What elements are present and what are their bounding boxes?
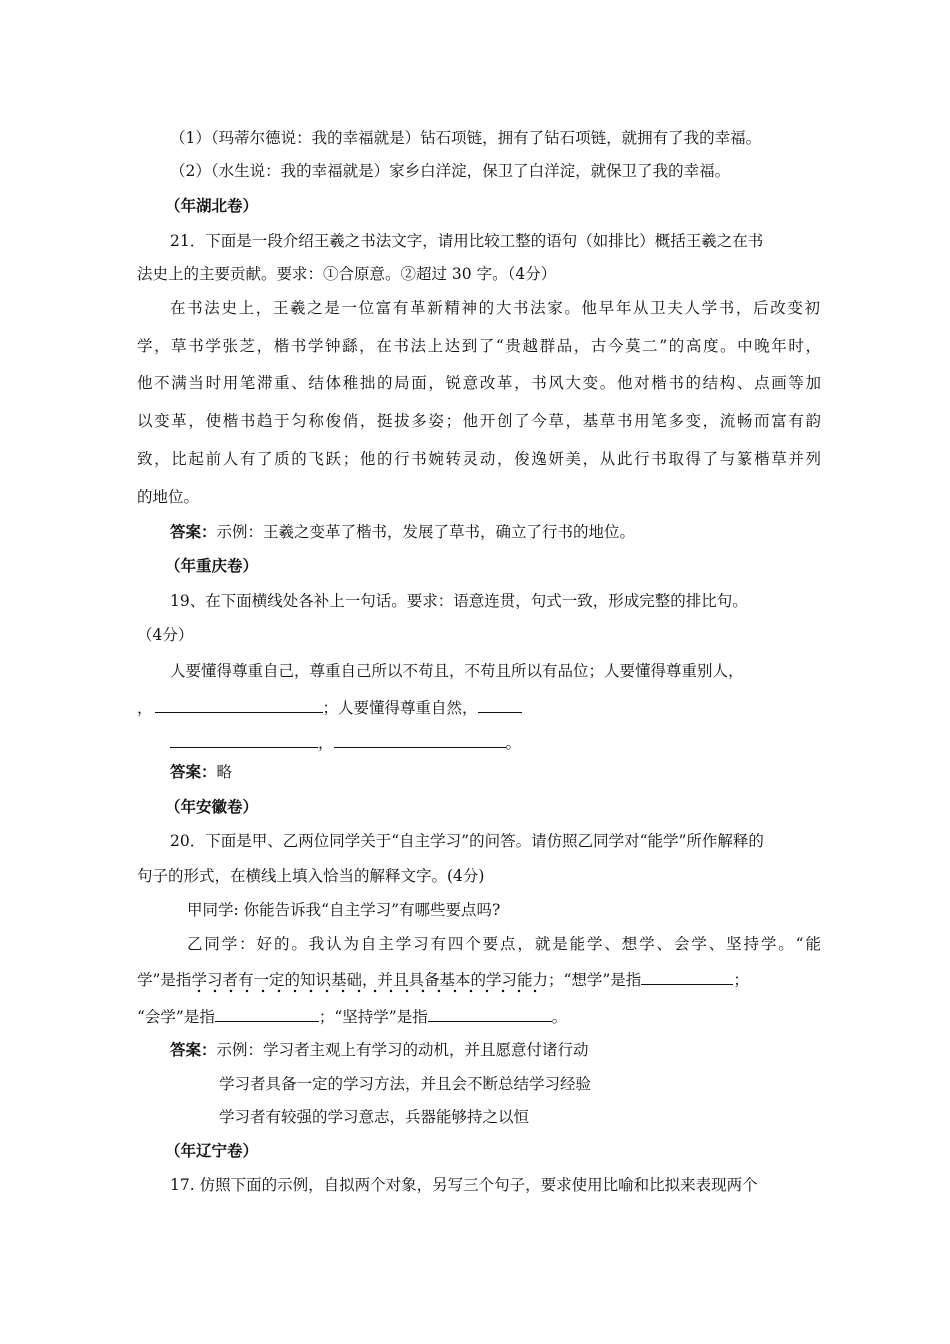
- fill-blank-huixue[interactable]: [215, 1006, 319, 1022]
- example-line-1: （1）（玛蒂尔德说：我的幸福就是）钻石项链，拥有了钻石项链，就拥有了我的幸福。: [170, 129, 762, 147]
- dialogue-line-2: 乙同学：好的。我认为自主学习有四个要点，就是能学、想学、会学、坚持学。“能: [187, 935, 821, 953]
- fill-blank-xiangxue[interactable]: [641, 969, 733, 985]
- dialogue-line-3: 学”是指学习者有一定的知识基础，并且具备基本的学习能力；“想学”是指 ；: [137, 969, 749, 990]
- question-20-line-1: 20．下面是甲、乙两位同学关于“自主学习”的问答。请仿照乙同学对“能学”所作解释的: [170, 832, 764, 850]
- passage-line-5: 致，比起前人有了质的飞跃；他的行书婉转灵动，俊逸妍美，从此行书取得了与篆楷草并列: [137, 450, 821, 468]
- sentence-line-3: ， 。: [170, 732, 521, 753]
- fill-blank-2-end[interactable]: [170, 732, 318, 748]
- passage-line-6: 的地位。: [137, 488, 200, 506]
- answer-20-line-1: 答案：示例：学习者主观上有学习的动机，并且愿意付诸行动: [170, 1040, 589, 1059]
- answer-21: 答案：示例：王羲之变革了楷书，发展了草书，确立了行书的地位。: [170, 522, 636, 541]
- fill-blank-1[interactable]: [155, 697, 323, 713]
- question-21-line-2: 法史上的主要贡献。要求：①合原意。②超过 30 字。（4分）: [137, 265, 557, 283]
- answer-label: 答案：: [170, 522, 217, 541]
- section-heading-chongqing: （年重庆卷）: [165, 556, 259, 575]
- question-19-line-2: （4分）: [137, 626, 194, 644]
- question-20-line-2: 句子的形式，在横线上填入恰当的解释文字。(4分): [137, 867, 485, 885]
- passage-line-4: 以变革，使楷书趋于匀称俊俏，挺拔多姿；他开创了今草，基草书用笔多变，流畅而富有韵: [137, 412, 821, 430]
- passage-line-3: 他不满当时用笔滞重、结体稚拙的局面，锐意改革，书风大变。他对楷书的结构、点画等加: [137, 374, 821, 392]
- fill-blank-jianchixue[interactable]: [428, 1006, 552, 1022]
- example-line-2: （2）（水生说：我的幸福就是）家乡白洋淀，保卫了白洋淀，就保卫了我的幸福。: [170, 162, 731, 180]
- passage-line-2: 学，草书学张芝，楷书学钟繇，在书法上达到了“贵越群品，古今莫二”的高度。中晚年时，: [137, 337, 821, 355]
- answer-20-line-2: 学习者具备一定的学习方法，并且会不断总结学习经验: [219, 1075, 592, 1093]
- question-19-line-1: 19、在下面横线处各补上一句话。要求：语意连贯，句式一致，形成完整的排比句。: [170, 592, 748, 610]
- question-21-line-1: 21．下面是一段介绍王羲之书法文字，请用比较工整的语句（如排比）概括王羲之在书: [170, 232, 764, 250]
- fill-blank-2-start[interactable]: [478, 697, 522, 713]
- sentence-line-1: 人要懂得尊重自己，尊重自己所以不苟且，不苟且所以有品位；人要懂得尊重别人，: [170, 662, 744, 680]
- emphasis-dotted-text: 学习者有一定的知识基础，并且具备基本的学习能力: [191, 971, 548, 994]
- section-heading-anhui: （年安徽卷）: [165, 797, 259, 816]
- answer-19: 答案：略: [170, 762, 233, 781]
- dialogue-line-4: “会学”是指 ；“坚持学”是指 。: [137, 1008, 568, 1026]
- dialogue-line-1: 甲同学: 你能告诉我“自主学习”有哪些要点吗?: [187, 901, 501, 919]
- section-heading-hubei: （年湖北卷）: [165, 196, 259, 215]
- sentence-line-2: ， ；人要懂得尊重自然，: [137, 697, 522, 718]
- answer-20-line-3: 学习者有较强的学习意志，兵器能够持之以恒: [219, 1108, 530, 1126]
- fill-blank-3[interactable]: [334, 732, 506, 748]
- section-heading-liaoning: （年辽宁卷）: [165, 1141, 259, 1160]
- question-17-line-1: 17. 仿照下面的示例，自拟两个对象，另写三个句子，要求使用比喻和比拟来表现两个: [170, 1176, 758, 1194]
- passage-line-1: 在书法史上，王羲之是一位富有革新精神的大书法家。他早年从卫夫人学书，后改变初: [170, 299, 820, 317]
